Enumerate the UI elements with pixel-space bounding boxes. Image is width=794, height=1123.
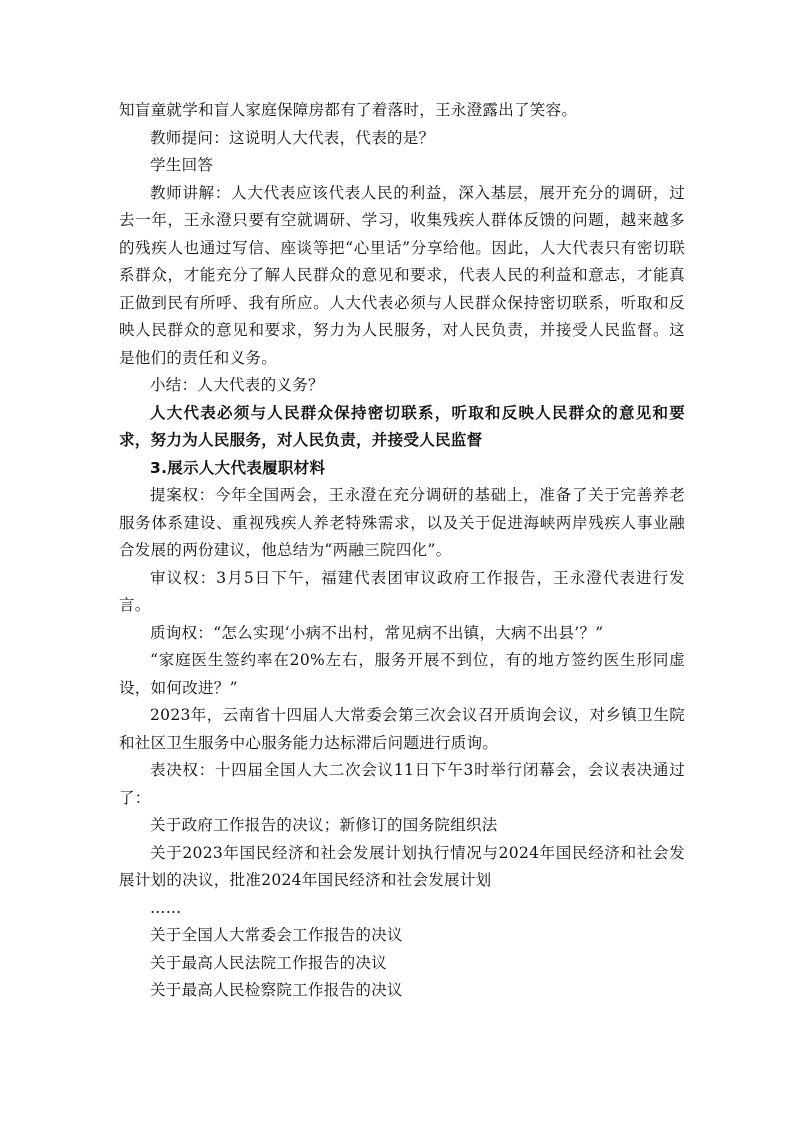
teacher-explanation: 教师讲解：人大代表应该代表人民的利益，深入基层，展开充分的调研，过去一年，王永澄只要有空就调研、学习，收集残疾人群体反馈的问题，越来越多的残疾人也通过写信、座谈等把“心里话”分享给他。因此，人大代表只有密切联系群众，才能充分了解人民群众的意见和要求，代表人民的利益和意志，才能真正做到民有所呼、我有所应。人大代表必须与人民群众保持密切联系，听取和反映人民群众的意见和要求，努力为人民服务，对人民负责，并接受人民监督。这是他们的责任和义务。: [119, 183, 685, 367]
resolution-item: 关于最高人民检察院工作报告的决议: [150, 981, 403, 999]
voting-right-paragraph: 表决权：十四届全国人大二次会议11日下午3时举行闭幕会，会议表决通过了：: [119, 761, 685, 807]
document-body: [119, 97, 685, 1005]
inquiry-quote-paragraph: “家庭医生签约率在20%左右，服务开展不到位，有的地方签约医生形同虚设，如何改进？”: [119, 651, 685, 697]
deliberation-right-paragraph: 审议权：3月5日下午，福建代表团审议政府工作报告，王永澄代表进行发言。: [119, 568, 685, 614]
summary-heading: 小结：人大代表的义务？: [150, 376, 324, 394]
resolution-item: 关于2023年国民经济和社会发展计划执行情况与2024年国民经济和社会发展计划的决议，批准2024年国民经济和社会发展计划: [119, 843, 685, 889]
section-heading: 3.展示人大代表履职材料: [150, 458, 326, 477]
proposal-right-paragraph: 提案权：今年全国两会，王永澄在充分调研的基础上，准备了关于完善养老服务体系建设、重视残疾人养老特殊需求，以及关于促进海峡两岸残疾人事业融合发展的两份建议，他总结为“两融三院四化”。: [119, 486, 685, 559]
paragraph-continuation: 知盲童就学和盲人家庭保障房都有了着落时，王永澄露出了笑容。: [119, 101, 578, 119]
student-answer: 学生回答: [150, 156, 214, 174]
resolution-item: 关于最高人民法院工作报告的决议: [150, 953, 388, 972]
yunnan-inquiry-paragraph: 2023年，云南省十四届人大常委会第三次会议召开质询会议，对乡镇卫生院和社区卫生服务中心服务能力达标滞后问题进行质询。: [119, 706, 685, 752]
teacher-question: 教师提问：这说明人大代表，代表的是？: [150, 128, 435, 147]
ellipsis: ……: [150, 898, 182, 917]
summary-bold-text: 人大代表必须与人民群众保持密切联系，听取和反映人民群众的意见和要求，努力为人民服务，对人民负责，并接受人民监督: [119, 403, 685, 449]
resolution-item: 关于全国人大常委会工作报告的决议: [150, 926, 403, 944]
resolution-item: 关于政府工作报告的决议；新修订的国务院组织法: [150, 816, 498, 834]
inquiry-right-paragraph: 质询权：“怎么实现‘小病不出村，常见病不出镇，大病不出县’？”: [150, 623, 604, 642]
